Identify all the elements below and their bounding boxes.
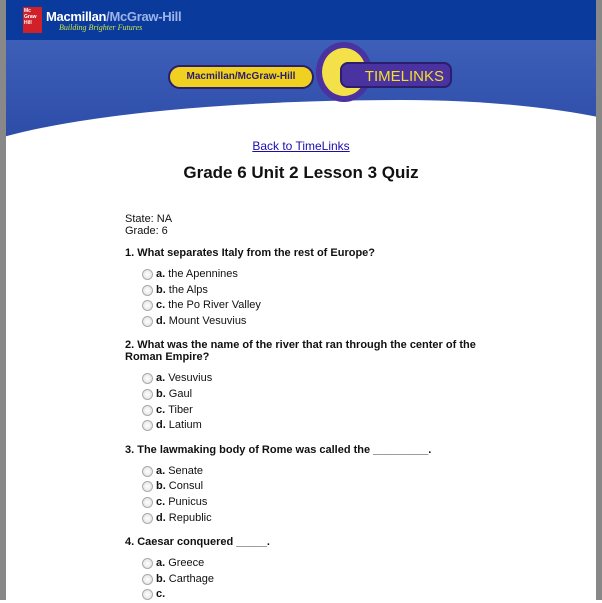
option-letter: b. xyxy=(156,480,166,493)
grade-label: Grade: 6 xyxy=(125,225,168,237)
radio-button[interactable] xyxy=(142,389,153,400)
brand-part2: /McGraw-Hill xyxy=(106,9,182,24)
question-list xyxy=(125,247,495,603)
answer-option[interactable] xyxy=(125,283,495,299)
radio-button[interactable] xyxy=(142,316,153,327)
option-letter: b. xyxy=(156,387,166,400)
mcgraw-hill-logo: Mc Graw Hill xyxy=(23,7,42,33)
quiz xyxy=(125,213,495,603)
option-text: Tiber xyxy=(168,403,193,416)
question-text: 3. The lawmaking body of Rome was called the _________. xyxy=(125,443,432,456)
option-text: Punicus xyxy=(168,495,208,508)
radio-button[interactable] xyxy=(142,373,153,384)
option-text: Senate xyxy=(168,464,204,477)
option-letter: b. xyxy=(156,283,166,296)
answer-option[interactable] xyxy=(125,418,495,434)
option-text: Latium xyxy=(168,419,202,432)
answer-option[interactable] xyxy=(125,587,495,603)
option-label xyxy=(156,465,203,477)
brand-part1: Macmillan xyxy=(46,9,107,24)
radio-button[interactable] xyxy=(142,269,153,280)
option-label xyxy=(156,315,246,327)
option-label xyxy=(156,388,192,400)
option-label xyxy=(156,268,238,280)
option-letter: c. xyxy=(156,588,166,601)
option-label xyxy=(156,588,168,600)
back-to-timelinks-link[interactable]: Back to TimeLinks xyxy=(252,139,350,153)
answer-option[interactable] xyxy=(125,495,495,511)
banner-timelinks: TIMELINKS xyxy=(340,62,452,88)
option-label xyxy=(156,299,261,311)
option-label xyxy=(156,512,212,524)
radio-button[interactable] xyxy=(142,497,153,508)
option-letter: a. xyxy=(156,557,166,570)
radio-button[interactable] xyxy=(142,285,153,296)
option-label xyxy=(156,372,212,384)
option-text: Gaul xyxy=(168,387,193,400)
publisher-header xyxy=(6,0,596,40)
option-label xyxy=(156,557,204,569)
option-label xyxy=(156,419,202,431)
radio-button[interactable] xyxy=(142,589,153,600)
radio-button[interactable] xyxy=(142,420,153,431)
option-letter: a. xyxy=(156,464,166,477)
radio-button[interactable] xyxy=(142,574,153,585)
state-label: State: NA xyxy=(125,213,173,225)
option-letter: c. xyxy=(156,299,166,312)
option-text: Republic xyxy=(168,511,212,524)
option-text: Mount Vesuvius xyxy=(168,314,247,327)
option-letter: c. xyxy=(156,495,166,508)
radio-button[interactable] xyxy=(142,300,153,311)
radio-button[interactable] xyxy=(142,481,153,492)
answer-option[interactable] xyxy=(125,387,495,403)
option-text: Carthage xyxy=(168,572,215,585)
option-text: Consul xyxy=(168,480,204,493)
option-letter: a. xyxy=(156,372,166,385)
radio-button[interactable] xyxy=(142,466,153,477)
banner-publisher: Macmillan/McGraw-Hill xyxy=(168,65,314,89)
question-text: 2. What was the name of the river that ran through the center of the Roman Empire? xyxy=(125,339,476,364)
timelinks-banner xyxy=(6,40,596,140)
question-text: 4. Caesar conquered _____. xyxy=(125,536,270,549)
answer-option[interactable] xyxy=(125,403,495,419)
option-letter: c. xyxy=(156,403,166,416)
answer-option[interactable] xyxy=(125,267,495,283)
banner-curve xyxy=(6,100,596,140)
back-link-row xyxy=(0,139,602,153)
answer-option[interactable] xyxy=(125,511,495,527)
option-letter: a. xyxy=(156,268,166,280)
answer-option[interactable] xyxy=(125,298,495,314)
brand-name[interactable] xyxy=(46,9,181,24)
answer-option[interactable] xyxy=(125,371,495,387)
radio-button[interactable] xyxy=(142,405,153,416)
option-label xyxy=(156,480,203,492)
option-letter: d. xyxy=(156,511,166,524)
option-text: Greece xyxy=(168,557,205,570)
option-label xyxy=(156,496,207,508)
tagline: Building Brighter Futures xyxy=(59,23,143,32)
option-text: the Po River Valley xyxy=(168,299,261,312)
answer-option[interactable] xyxy=(125,479,495,495)
answer-option[interactable] xyxy=(125,314,495,330)
option-letter: d. xyxy=(156,314,166,327)
option-text: the Alps xyxy=(168,283,208,296)
option-text: the Apennines xyxy=(168,268,238,280)
option-label xyxy=(156,404,193,416)
radio-button[interactable] xyxy=(142,513,153,524)
radio-button[interactable] xyxy=(142,558,153,569)
answer-option[interactable] xyxy=(125,572,495,588)
answer-option[interactable] xyxy=(125,464,495,480)
answer-option[interactable] xyxy=(125,556,495,572)
option-letter: b. xyxy=(156,572,166,585)
option-label xyxy=(156,284,208,296)
option-letter: d. xyxy=(156,419,166,432)
page-title: Grade 6 Unit 2 Lesson 3 Quiz xyxy=(183,163,419,182)
question-text: 1. What separates Italy from the rest of Europe? xyxy=(125,247,376,259)
option-text: Vesuvius xyxy=(168,372,213,385)
option-label xyxy=(156,573,214,585)
